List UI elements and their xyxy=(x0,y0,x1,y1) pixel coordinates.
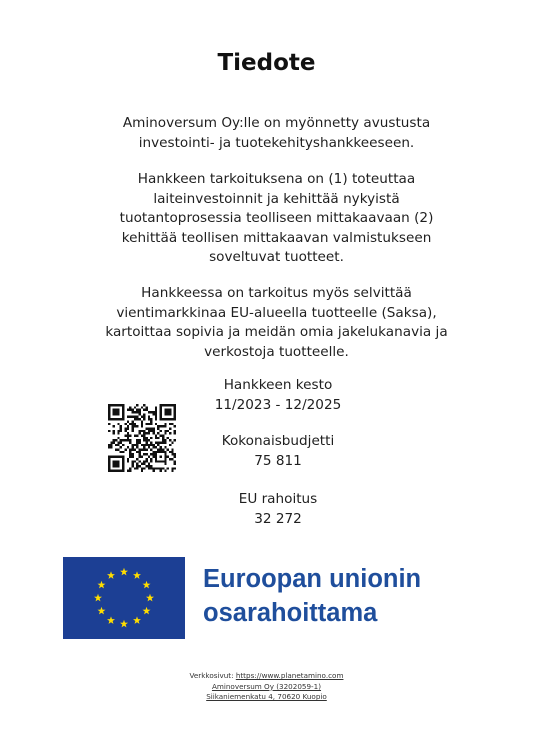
text-line: tuotantoprosessia teolliseen mittakaavaan (2) xyxy=(119,210,434,226)
footer-address: Siikaniemenkatu 4, 70620 Kuopio xyxy=(206,692,327,701)
website-link[interactable]: https://www.planetamino.com xyxy=(235,671,344,680)
text-line: verkostoja tuotteelle. xyxy=(204,343,349,360)
eu-funding-label: EU rahoitus xyxy=(238,491,318,507)
eu-text-line1: Euroopan unionin xyxy=(203,565,422,593)
eu-funding-value: 32 272 xyxy=(254,510,302,527)
text-line: investointi- ja tuotekehityshankkeeseen. xyxy=(138,134,415,151)
text-line: kehittää teollisen mittakaavan valmistukseen xyxy=(121,229,432,246)
footer-company: Aminoversum Oy (3202059-1) xyxy=(211,681,322,691)
duration-label: Hankkeen kesto xyxy=(223,377,333,393)
intro-paragraph xyxy=(60,114,493,153)
duration-value: 11/2023 - 12/2025 xyxy=(214,396,342,413)
text-line: vientimarkkinaa EU-alueella tuotteelle (Saksa), xyxy=(116,304,437,321)
footer xyxy=(0,671,533,703)
text-line: Aminoversum Oy:lle on myönnetty avustusta xyxy=(122,115,431,131)
text-line: Hankkeen tarkoituksena on (1) toteuttaa xyxy=(137,171,416,187)
text-line: kartoittaa sopivia ja meidän omia jakelukanavia ja xyxy=(105,324,448,340)
eu-text-line2: osarahoittama xyxy=(203,599,378,627)
budget-value: 75 811 xyxy=(254,452,302,469)
project-budget xyxy=(178,432,378,471)
project-duration xyxy=(178,376,378,415)
footer-website xyxy=(0,671,533,682)
budget-label: Kokonaisbudjetti xyxy=(221,433,335,449)
website-label: Verkkosivut: xyxy=(189,671,236,680)
text-line: laiteinvestoinnit ja kehittää nykyistä xyxy=(153,190,400,207)
eu-flag-icon xyxy=(63,557,185,639)
export-paragraph xyxy=(60,284,493,362)
project-eu-funding xyxy=(178,490,378,529)
qr-code-icon[interactable] xyxy=(108,404,176,472)
purpose-paragraph xyxy=(60,170,493,268)
eu-cofunded-text xyxy=(203,562,421,630)
text-line: Hankkeessa on tarkoitus myös selvittää xyxy=(141,285,412,301)
page-title: Tiedote xyxy=(217,50,316,76)
text-line: soveltuvat tuotteet. xyxy=(209,249,344,265)
